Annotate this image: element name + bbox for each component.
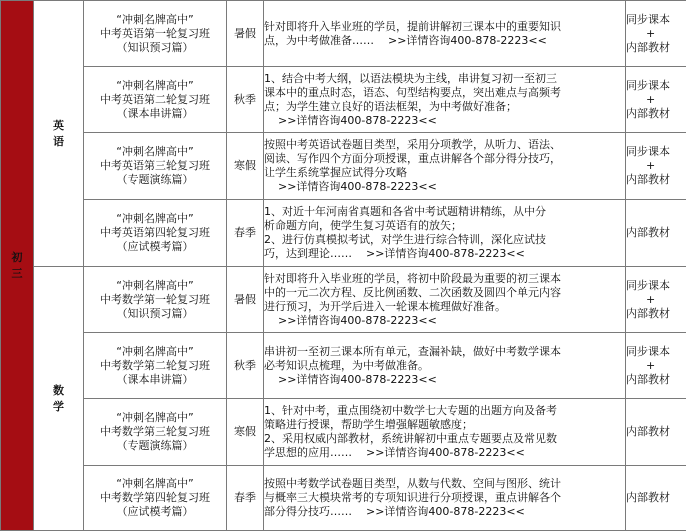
material-label: 同步课本 — [626, 145, 686, 159]
description-line: 进行预习，为开学后进入一轮课本梳理做好准备。 — [264, 300, 625, 314]
material-cell — [626, 399, 686, 466]
description-cell — [264, 133, 626, 200]
term-label: 寒假 — [233, 159, 257, 173]
material-label: 同步课本 — [626, 79, 686, 93]
plus-sign: + — [626, 27, 686, 41]
description-cell — [264, 267, 626, 333]
material-label: 内部教材 — [626, 425, 686, 439]
description-line: 让学生系统掌握应试得分攻略 — [264, 166, 625, 180]
table-row — [1, 1, 686, 67]
description-line: 策略进行授课，帮助学生增强解题敏感度； — [264, 418, 625, 432]
description-line: 巧，达到理论…… — [264, 247, 352, 260]
material-cell — [626, 67, 686, 133]
course-title: “冲刺名牌高中” — [84, 145, 226, 159]
subject-cell-math — [34, 267, 84, 531]
course-title: “冲刺名牌高中” — [84, 212, 226, 226]
table-row — [1, 267, 686, 333]
term-label: 寒假 — [233, 425, 257, 439]
description-line: 学思想的应用…… — [264, 446, 352, 459]
course-subtitle: （知识预习篇） — [84, 41, 226, 55]
course-subtitle: （知识预习篇） — [84, 307, 226, 321]
subject-label: 英语 — [52, 118, 66, 150]
term-label: 春季 — [233, 491, 257, 505]
material-cell — [626, 466, 686, 531]
course-name-cell — [84, 1, 227, 67]
course-name-cell — [84, 200, 227, 267]
course-subtitle: （课本串讲篇） — [84, 373, 226, 387]
table-row — [1, 133, 686, 200]
course-name-cell — [84, 399, 227, 466]
description-cell — [264, 200, 626, 267]
term-cell — [227, 133, 264, 200]
term-label: 暑假 — [233, 293, 257, 307]
grade-label: 初三 — [11, 250, 24, 282]
material-label: 内部教材 — [626, 373, 686, 387]
table-row — [1, 399, 686, 466]
plus-sign: + — [626, 93, 686, 107]
term-cell — [227, 267, 264, 333]
course-subtitle: （专题演练篇） — [84, 173, 226, 187]
description-line: 针对即将升入毕业班的学员，将初中阶段最为重要的初三课本 — [264, 272, 625, 286]
description-line: 串讲初一至初三课本所有单元，查漏补缺，做好中考数学课本 — [264, 345, 625, 359]
description-line: 点；为学生建立良好的语法框架，为中考做好准备； — [264, 100, 625, 114]
material-cell — [626, 133, 686, 200]
plus-sign: + — [626, 159, 686, 173]
description-line: 1、针对中考，重点围绕初中数学七大专题的出题方向及备考 — [264, 404, 625, 418]
description-cell — [264, 67, 626, 133]
consult-link[interactable]: >>详情咨询400-878-2223<< — [264, 373, 625, 387]
description-line: 课本中的重点时态，语态、句型结构要点，突出难点与高频考 — [264, 86, 625, 100]
description-line: 与概率三大模块常考的专项知识进行分项授课，重点讲解各个 — [264, 491, 625, 505]
term-cell — [227, 1, 264, 67]
consult-link[interactable]: >>详情咨询400-878-2223<< — [352, 505, 525, 518]
course-name: 中考英语第二轮复习班 — [84, 93, 226, 107]
course-subtitle: （专题演练篇） — [84, 439, 226, 453]
term-label: 秋季 — [233, 93, 257, 107]
subject-label: 数学 — [52, 383, 66, 415]
material-label: 同步课本 — [626, 279, 686, 293]
description-line: 1、结合中考大纲，以语法模块为主线，串讲复习初一至初三 — [264, 72, 625, 86]
course-title: “冲刺名牌高中” — [84, 477, 226, 491]
course-name: 中考数学第四轮复习班 — [84, 491, 226, 505]
course-name-cell — [84, 133, 227, 200]
table-row — [1, 200, 686, 267]
course-name-cell — [84, 67, 227, 133]
material-label: 内部教材 — [626, 107, 686, 121]
description-cell — [264, 333, 626, 399]
term-label: 春季 — [233, 226, 257, 240]
consult-link[interactable]: >>详情咨询400-878-2223<< — [264, 180, 625, 194]
course-subtitle: （应试模考篇） — [84, 240, 226, 254]
material-label: 内部教材 — [626, 41, 686, 55]
course-title: “冲刺名牌高中” — [84, 279, 226, 293]
term-cell — [227, 67, 264, 133]
course-title: “冲刺名牌高中” — [84, 345, 226, 359]
material-cell — [626, 333, 686, 399]
course-subtitle: （应试模考篇） — [84, 505, 226, 519]
description-cell — [264, 399, 626, 466]
material-label: 内部教材 — [626, 307, 686, 321]
material-label: 同步课本 — [626, 345, 686, 359]
description-line: 2、进行仿真模拟考试，对学生进行综合特训，深化应试技 — [264, 233, 625, 247]
consult-link[interactable]: >>详情咨询400-878-2223<< — [352, 247, 525, 260]
course-subtitle: （课本串讲篇） — [84, 107, 226, 121]
course-name: 中考英语第一轮复习班 — [84, 27, 226, 41]
consult-link[interactable]: >>详情咨询400-878-2223<< — [374, 34, 547, 47]
course-title: “冲刺名牌高中” — [84, 411, 226, 425]
description-line: 中的一元二次方程、反比例函数、二次函数及圆四个单元内容 — [264, 286, 625, 300]
course-name: 中考英语第三轮复习班 — [84, 159, 226, 173]
course-name-cell — [84, 333, 227, 399]
course-title: “冲刺名牌高中” — [84, 79, 226, 93]
consult-link[interactable]: >>详情咨询400-878-2223<< — [264, 114, 625, 128]
term-cell — [227, 333, 264, 399]
term-label: 秋季 — [233, 359, 257, 373]
course-name-cell — [84, 466, 227, 531]
course-name: 中考英语第四轮复习班 — [84, 226, 226, 240]
term-label: 暑假 — [233, 27, 257, 41]
table-row — [1, 466, 686, 531]
material-cell — [626, 200, 686, 267]
course-name-cell — [84, 267, 227, 333]
description-cell — [264, 1, 626, 67]
description-line: 按照中考英语试卷题目类型，采用分项教学，从听力、语法、 — [264, 138, 625, 152]
term-cell — [227, 466, 264, 531]
material-label: 内部教材 — [626, 226, 686, 240]
grade-cell — [1, 1, 34, 531]
description-line: 必考知识点梳理，为中考做准备。 — [264, 359, 625, 373]
table-row — [1, 67, 686, 133]
course-name: 中考数学第二轮复习班 — [84, 359, 226, 373]
description-line: 1、对近十年河南省真题和各省中考试题精讲精练，从中分 — [264, 205, 625, 219]
term-cell — [227, 200, 264, 267]
material-label: 同步课本 — [626, 13, 686, 27]
material-label: 内部教材 — [626, 173, 686, 187]
consult-link[interactable]: >>详情咨询400-878-2223<< — [352, 446, 525, 459]
description-line: 针对即将升入毕业班的学员，提前讲解初三课本中的重要知识 — [264, 20, 625, 34]
material-label: 内部教材 — [626, 491, 686, 505]
table-row — [1, 333, 686, 399]
consult-link[interactable]: >>详情咨询400-878-2223<< — [264, 314, 625, 328]
description-line: 部分得分技巧…… — [264, 505, 352, 518]
description-line: 析命题方向，使学生复习英语有的放矢； — [264, 219, 625, 233]
subject-cell-english — [34, 1, 84, 267]
description-cell — [264, 466, 626, 531]
plus-sign: + — [626, 359, 686, 373]
description-line: 阅读、写作四个方面分项授课，重点讲解各个部分得分技巧， — [264, 152, 625, 166]
plus-sign: + — [626, 293, 686, 307]
course-name: 中考数学第一轮复习班 — [84, 293, 226, 307]
material-cell — [626, 267, 686, 333]
course-title: “冲刺名牌高中” — [84, 13, 226, 27]
description-line: 2、采用权威内部教材，系统讲解初中重点专题要点及常见数 — [264, 432, 625, 446]
course-name: 中考数学第三轮复习班 — [84, 425, 226, 439]
description-line: 点，为中考做准备…… — [264, 34, 374, 47]
material-cell — [626, 1, 686, 67]
description-line: 按照中考数学试卷题目类型，从数与代数、空间与图形、统计 — [264, 477, 625, 491]
term-cell — [227, 399, 264, 466]
